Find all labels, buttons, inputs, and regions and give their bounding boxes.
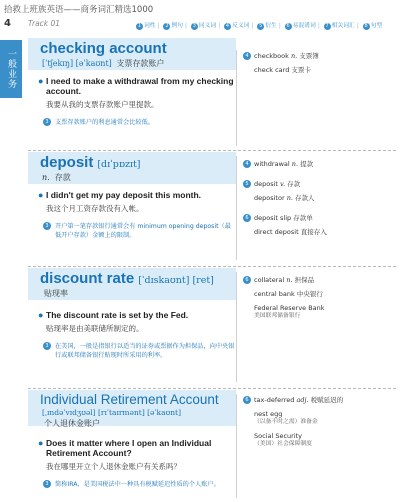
pronunciation: [ˈtʃekɪŋ] [əˈkaʊnt] bbox=[42, 59, 112, 68]
related-words-panel bbox=[236, 272, 396, 382]
related-words-panel bbox=[236, 394, 396, 498]
bullet-icon: ● bbox=[38, 76, 44, 86]
legend-number-icon: 7 bbox=[325, 23, 329, 29]
term: Individual Retirement Account bbox=[40, 392, 219, 407]
example-block bbox=[38, 76, 236, 127]
related-word: central bank 中央银行 bbox=[254, 290, 323, 298]
legend-number-icon: 3 bbox=[192, 23, 196, 29]
meaning bbox=[28, 408, 236, 417]
bullet-icon: ● bbox=[38, 310, 44, 320]
related-word: depositor n. 存款人 bbox=[254, 194, 315, 202]
related-word: Social Security （美国）社会保障制度 bbox=[254, 432, 312, 447]
top-bar bbox=[4, 18, 396, 32]
meaning: [ˈtʃekɪŋ] [əˈkaʊnt] 支票存款账户 bbox=[42, 59, 165, 68]
usage-note: 3 在美国，一般是指银行以适当的证券或票据作为担保品，向中央银行或联邦储备银行贴现时所采用的利率。 bbox=[38, 342, 236, 360]
note-number-icon: 3 bbox=[43, 222, 51, 230]
example-sentence: ● Does it matter where I open an Individual Retirement Account? bbox=[38, 438, 212, 458]
bullet-icon: ● bbox=[38, 190, 44, 200]
related-word: direct deposit 直接存入 bbox=[254, 228, 327, 236]
term: checking account bbox=[40, 40, 167, 57]
vocab-entry bbox=[28, 268, 396, 386]
related-word: 6 collateral n. 担保品 bbox=[243, 276, 396, 284]
note-number-icon: 3 bbox=[43, 342, 51, 350]
example-sentence: ● I didn't get my pay deposit this month. bbox=[38, 190, 202, 200]
legend-item: 8 句型 bbox=[364, 23, 383, 29]
section-side-tab: 一般业务 bbox=[0, 40, 22, 98]
vocab-entry bbox=[28, 152, 396, 264]
legend-item: 7 相关词汇 bbox=[325, 23, 355, 29]
legend-item: 2 例句 bbox=[165, 23, 184, 29]
related-number-icon: 6 bbox=[243, 214, 251, 222]
entry-header bbox=[28, 390, 236, 426]
legend: 1 词性 | 2 例句 | 3 同义词 | 4 反义词 | 5 衍生 | 6 易混淆词 | 7 相关词汇 | 8 句型 bbox=[137, 23, 383, 29]
related-number-icon: 6 bbox=[243, 396, 251, 404]
page-number: 4 bbox=[4, 18, 11, 29]
legend-number-icon: 5 bbox=[259, 23, 263, 29]
usage-note: 3 支票存款账户的利息通常会比较低。 bbox=[38, 118, 236, 127]
entry-header bbox=[28, 268, 236, 300]
related-number-icon: 4 bbox=[243, 160, 251, 168]
related-words-panel bbox=[236, 50, 396, 146]
entry-divider bbox=[28, 388, 396, 389]
entry-header bbox=[28, 38, 236, 70]
example-translation: 我要从我的支票存款账户里提款。 bbox=[46, 100, 159, 109]
vocab-entry bbox=[28, 38, 396, 150]
related-word: 6 deposit slip 存款单 bbox=[243, 214, 396, 222]
entry-header bbox=[28, 152, 236, 184]
related-words-panel bbox=[236, 156, 396, 260]
example-sentence: ● I need to make a withdrawal from my checking account. bbox=[38, 76, 234, 96]
meaning: n. 存款 bbox=[42, 173, 71, 182]
usage-note: 3 开户第一笔存款银行通常会有 minimum opening deposit（最低开户存款）金额上的限制。 bbox=[38, 222, 236, 240]
related-number-icon: 4 bbox=[243, 52, 251, 60]
related-word: nest egg （以备不时之需）准备金 bbox=[254, 410, 318, 425]
meaning: 贴现率 bbox=[44, 289, 68, 298]
note-number-icon: 3 bbox=[43, 118, 51, 126]
example-translation: 我这个月工资存款没有入帐。 bbox=[46, 204, 144, 213]
legend-number-icon: 4 bbox=[225, 23, 230, 29]
example-block bbox=[38, 438, 236, 489]
related-word: check card 支票卡 bbox=[254, 66, 311, 74]
running-head: 拾救上班族英语——商务词汇精选1000 bbox=[4, 5, 154, 15]
legend-item: 3 同义词 bbox=[192, 23, 217, 29]
related-word: 4 checkbook n. 支票簿 bbox=[243, 52, 396, 60]
note-number-icon: 3 bbox=[43, 480, 51, 488]
related-word: Federal Reserve Bank 美国联邦储备银行 bbox=[254, 304, 325, 319]
term: discount rate [ˈdɪskaʊnt] [ret] bbox=[40, 270, 214, 287]
pronunciation: [ˌɪndəˈvɪdʒʊəl] [rɪˈtaɪrmənt] [əˈkaʊnt] bbox=[42, 408, 181, 417]
pronunciation: [ˈdɪskaʊnt] [ret] bbox=[138, 275, 214, 286]
related-word: 4 withdrawal n. 提款 bbox=[243, 160, 396, 168]
related-word: 6 tax-deferred adj. 税赋延迟的 bbox=[243, 396, 396, 404]
example-translation: 贴现率是由美联储所制定的。 bbox=[46, 324, 144, 333]
example-sentence: ● The discount rate is set by the Fed. bbox=[38, 310, 189, 320]
track-label: Track 01 bbox=[28, 19, 61, 28]
legend-number-icon: 2 bbox=[165, 23, 169, 29]
example-block bbox=[38, 190, 236, 240]
legend-item: 5 衍生 bbox=[259, 23, 277, 29]
example-translation: 我在哪里开立个人退休金账户有关系吗？ bbox=[46, 462, 181, 471]
legend-number-icon: 6 bbox=[286, 23, 290, 29]
legend-number-icon: 8 bbox=[364, 23, 368, 29]
entry-divider bbox=[28, 150, 396, 151]
related-number-icon: 5 bbox=[243, 180, 251, 188]
example-block bbox=[38, 310, 236, 360]
meaning: 个人退休金账户 bbox=[44, 419, 100, 428]
legend-number-icon: 1 bbox=[137, 23, 142, 29]
pronunciation: [dɪˈpɒzɪt] bbox=[97, 159, 141, 170]
legend-item: 6 易混淆词 bbox=[286, 23, 316, 29]
legend-item: 4 反义词 bbox=[225, 23, 250, 29]
usage-note: 3 简称IRA，是美国税法中一种具有税赋延迟性质的个人账户。 bbox=[38, 480, 236, 489]
bullet-icon: ● bbox=[38, 438, 44, 448]
vocab-entry bbox=[28, 390, 396, 500]
legend-item: 1 词性 bbox=[137, 23, 156, 29]
entry-divider bbox=[28, 266, 396, 267]
related-word: 5 deposit v. 存款 bbox=[243, 180, 396, 188]
related-number-icon: 6 bbox=[243, 276, 251, 284]
term: deposit [dɪˈpɒzɪt] bbox=[40, 154, 141, 171]
